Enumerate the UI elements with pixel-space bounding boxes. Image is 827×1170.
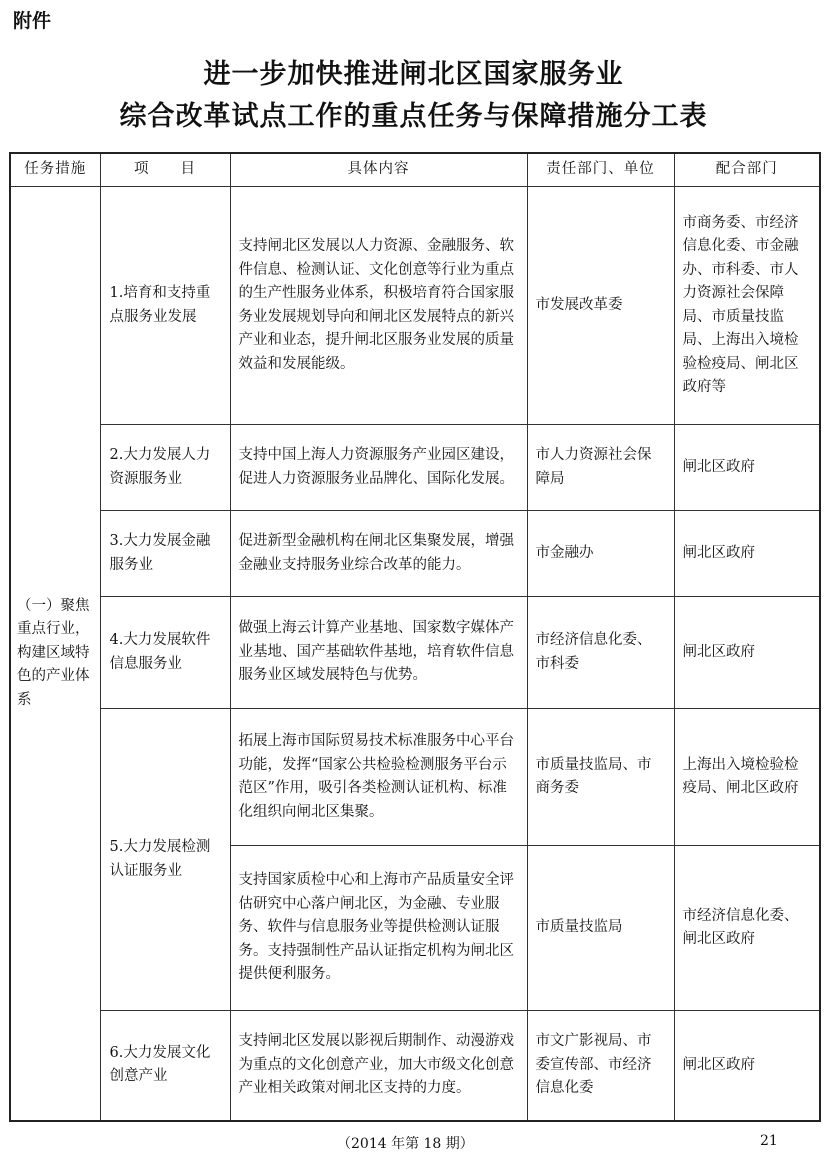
responsible-cell: 市文广影视局、市委宣传部、市经济信息化委 <box>527 1011 674 1121</box>
cooperating-cell: 闸北区政府 <box>674 511 820 597</box>
item-cell: 3.大力发展金融服务业 <box>100 511 230 597</box>
responsible-cell: 市人力资源社会保障局 <box>527 425 674 511</box>
content-cell: 做强上海云计算产业基地、国家数字媒体产业基地、国产基础软件基地，培育软件信息服务业区域发展特色与优势。 <box>230 597 527 709</box>
responsible-cell: 市金融办 <box>527 511 674 597</box>
item-cell: 1.培育和支持重点服务业发展 <box>100 187 230 425</box>
cooperating-cell: 上海出入境检验检疫局、闸北区政府 <box>674 709 820 846</box>
item-cell: 2.大力发展人力资源服务业 <box>100 425 230 511</box>
cooperating-cell: 闸北区政府 <box>674 1011 820 1121</box>
table-row <box>10 1011 820 1121</box>
responsible-cell: 市质量技监局 <box>527 846 674 1011</box>
cooperating-cell: 闸北区政府 <box>674 597 820 709</box>
header-content: 具体内容 <box>230 153 527 187</box>
header-cooperating: 配合部门 <box>674 153 820 187</box>
responsible-cell: 市质量技监局、市商务委 <box>527 709 674 846</box>
item-cell: 5.大力发展检测认证服务业 <box>100 709 230 1011</box>
content-cell: 支持国家质检中心和上海市产品质量安全评估研究中心落户闸北区，为金融、专业服务、软件与信息服务业等提供检测认证服务。支持强制性产品认证指定机构为闸北区提供便利服务。 <box>230 846 527 1011</box>
category-cell: （一）聚焦重点行业，构建区域特色的产业体系 <box>10 187 100 1121</box>
table-row <box>10 425 820 511</box>
task-assignment-table <box>9 152 821 1122</box>
item-cell: 6.大力发展文化创意产业 <box>100 1011 230 1121</box>
document-title-line1: 进一步加快推进闸北区国家服务业 <box>203 59 624 90</box>
attachment-label: 附件 <box>13 10 52 32</box>
cooperating-cell: 闸北区政府 <box>674 425 820 511</box>
header-responsible: 责任部门、单位 <box>527 153 674 187</box>
cooperating-cell: 市经济信息化委、闸北区政府 <box>674 846 820 1011</box>
content-cell: 拓展上海市国际贸易技术标准服务中心平台功能，发挥“国家公共检验检测服务平台示范区”作用，吸引各类检测认证机构、标准化组织向闸北区集聚。 <box>230 709 527 846</box>
content-cell: 促进新型金融机构在闸北区集聚发展，增强金融业支持服务业综合改革的能力。 <box>230 511 527 597</box>
header-item: 项 目 <box>100 153 230 187</box>
issue-number: （2014 年第 18 期） <box>337 1136 474 1152</box>
table-row <box>10 511 820 597</box>
table-row <box>10 187 820 425</box>
item-cell: 4.大力发展软件信息服务业 <box>100 597 230 709</box>
responsible-cell: 市发展改革委 <box>527 187 674 425</box>
content-cell: 支持闸北区发展以影视后期制作、动漫游戏为重点的文化创意产业，加大市级文化创意产业相关政策对闸北区支持的力度。 <box>230 1011 527 1121</box>
table-row <box>10 709 820 846</box>
table-row <box>10 597 820 709</box>
content-cell: 支持中国上海人力资源服务产业园区建设，促进人力资源服务业品牌化、国际化发展。 <box>230 425 527 511</box>
document-title-line2: 综合改革试点工作的重点任务与保障措施分工表 <box>119 101 708 132</box>
table-header-row <box>10 153 820 187</box>
content-cell: 支持闸北区发展以人力资源、金融服务、软件信息、检测认证、文化创意等行业为重点的生产性服务业体系，积极培育符合国家服务业发展规划导向和闸北区发展特点的新兴产业和业态，提升闸北区服务业发展的质量效益和发展能级。 <box>230 187 527 425</box>
responsible-cell: 市经济信息化委、市科委 <box>527 597 674 709</box>
cooperating-cell: 市商务委、市经济信息化委、市金融办、市科委、市人力资源社会保障局、市质量技监局、上海出入境检验检疫局、闸北区政府等 <box>674 187 820 425</box>
page-number: 21 <box>760 1133 778 1149</box>
header-task-measure: 任务措施 <box>10 153 100 187</box>
